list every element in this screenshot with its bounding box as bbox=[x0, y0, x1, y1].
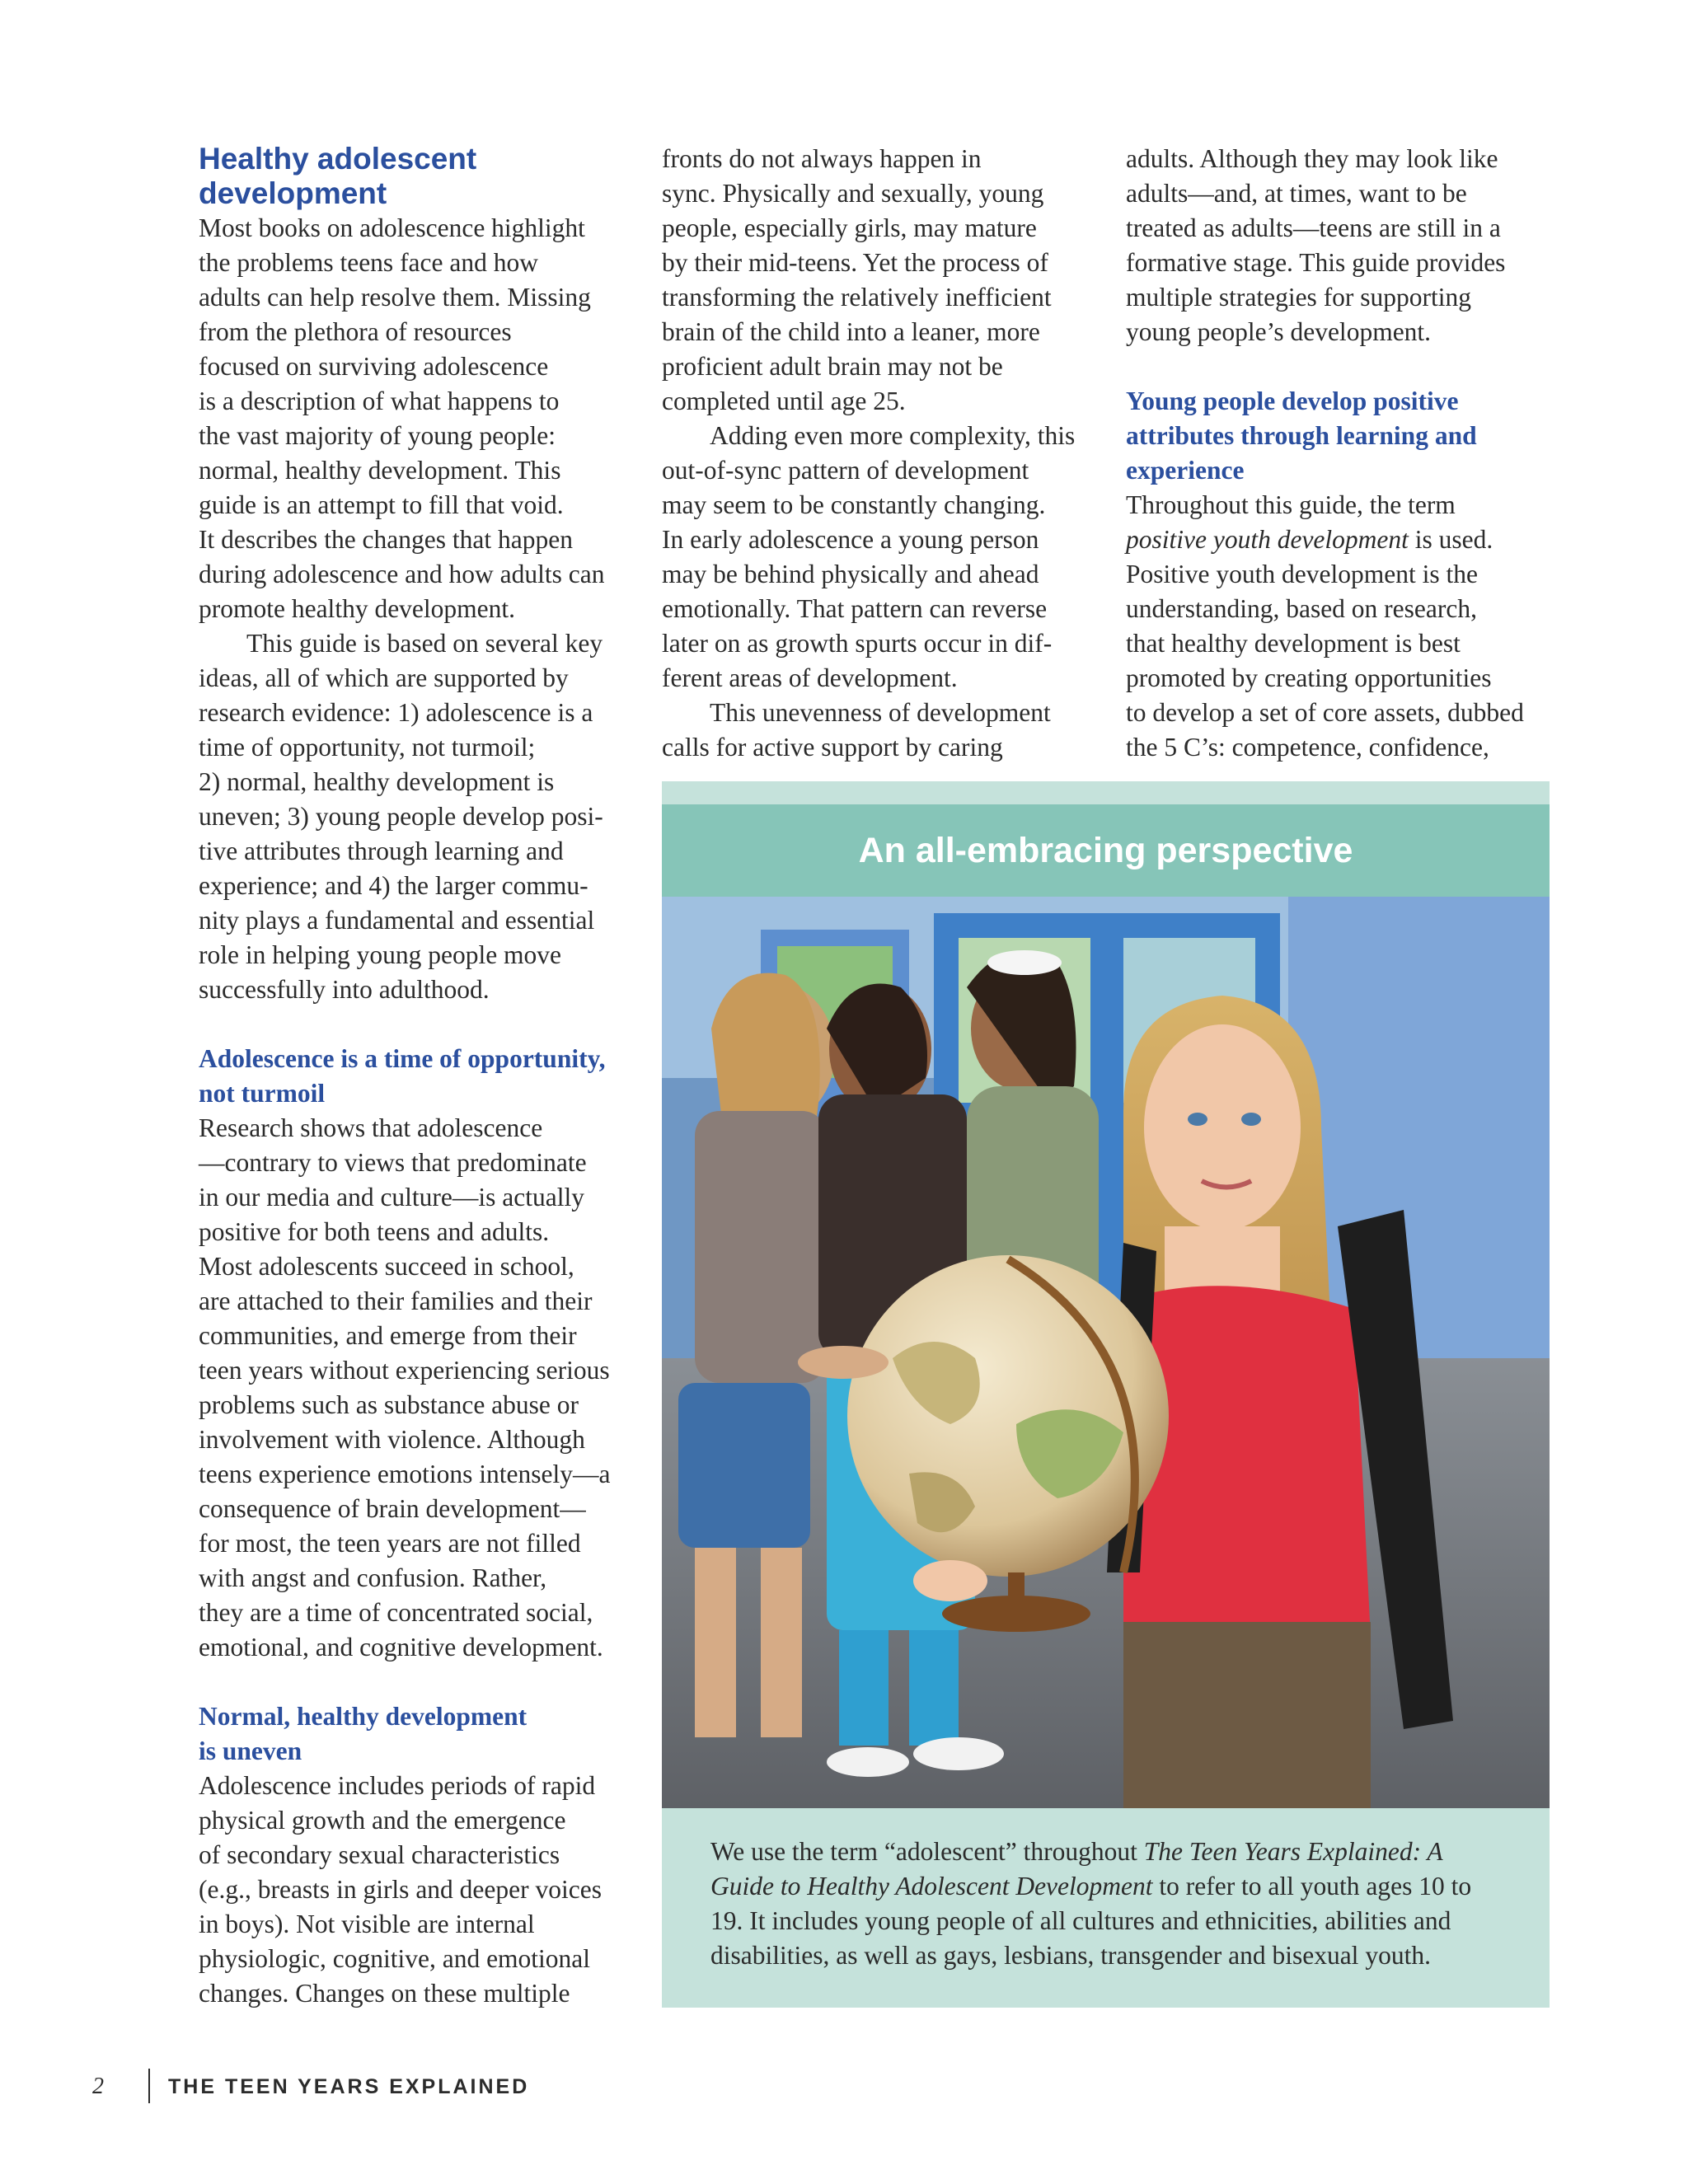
heading-line: development bbox=[199, 176, 387, 210]
paragraph-research: Research shows that adolescence —contrary to views that predominate in our media and culture—is actually positive for both teens and adults. Most adolescents succeed in school, are attached to their families and their communities, and emerge from their teen years without experiencing serious problems such as substance abuse or involvement with violence. Although teens experience emotions intensely—a consequence of brain development— for most, the teen years are not filled with angst and confusion. Rather, they are a time of concentrated social, emotional, and cognitive development. bbox=[199, 1113, 611, 1661]
paragraph-growth: Adolescence includes periods of rapid physical growth and the emergence of secondary sexual characteristics (e.g., breasts in girls and deeper voices in boys). Not visible are internal physiologic, cognitive, and emotional changes. Changes on these multiple bbox=[199, 1771, 602, 2008]
heading-line: Healthy adolescent bbox=[199, 142, 477, 176]
paragraph-key-ideas: This guide is based on several key ideas, all of which are supported by research evidence: 1) adolescence is a time of opportunity, not turmoil; 2) normal, healthy development is uneven; 3) young people develop posi- tive attributes through learning and experience; and 4) the larger commu- nity plays a fundamental and essential role in helping young people move successfully into adulthood. bbox=[199, 629, 603, 1004]
section-heading-healthy-development bbox=[199, 142, 635, 211]
paragraph-intro: Most books on adolescence highlight the problems teens face and how adults can help resolve them. Missing from the plethora of resources focused on surviving adolescence is a description of what happens to the vast majority of young people: normal, healthy development. This guide is an attempt to fill that void. It describes the changes that happen during adolescence and how adults can promote healthy development. bbox=[199, 213, 605, 623]
column-2 bbox=[662, 142, 1099, 765]
page-number: 2 bbox=[92, 2074, 104, 2099]
paragraph-sync: fronts do not always happen in sync. Physically and sexually, young people, especially girls, may mature by their mid-teens. Yet the process of transforming the relatively inefficient brain of the child into a leaner, more proficient adult brain may not be completed until age 25. bbox=[662, 144, 1052, 415]
paragraph-positive-youth: Throughout this guide, the term positive youth development is used. Positive youth development is the understanding, based on research, that healthy development is best promoted by creating opportunities to develop a set of core assets, dubbed the 5 C’s: competence, confidence, bbox=[1126, 490, 1524, 762]
section-heading-uneven: Normal, healthy development is uneven bbox=[199, 1702, 528, 1765]
sidebar-caption: We use the term “adolescent” throughout The Teen Years Explained: A Guide to Healthy Adolescent Development to refer to all youth ages 10 to 19. It includes young people of all cultures and ethnicities, abilities and disabilities, as well as gays, lesbians, transgender and bisexual youth. bbox=[710, 1837, 1472, 1970]
paragraph-formative: adults. Although they may look like adults—and, at times, want to be treated as adults—teens are still in a formative stage. This guide provides multiple strategies for supporting young people’s development. bbox=[1126, 144, 1506, 346]
sidebar-title: An all-embracing perspective bbox=[858, 831, 1353, 870]
column-3 bbox=[1126, 142, 1563, 765]
photo-teen-girls-with-globe bbox=[662, 897, 1550, 1808]
sidebar-box bbox=[662, 781, 1550, 2008]
paragraph-unevenness: This unevenness of development calls for active support by caring bbox=[662, 698, 1051, 762]
column-1 bbox=[199, 142, 635, 2011]
section-heading-opportunity: Adolescence is a time of opportunity, not turmoil bbox=[199, 1044, 606, 1108]
section-heading-positive-attributes: Young people develop positive attributes through learning and experience bbox=[1126, 387, 1477, 485]
footer-divider bbox=[148, 2069, 150, 2103]
footer-publication-title: THE TEEN YEARS EXPLAINED bbox=[168, 2075, 530, 2098]
paragraph-complexity: Adding even more complexity, this out-of-sync pattern of development may seem to be constantly changing. In early adolescence a young person may be behind physically and ahead emotionally. That pattern can reverse later on as growth spurts occur in dif- ferent areas of development. bbox=[662, 421, 1076, 692]
